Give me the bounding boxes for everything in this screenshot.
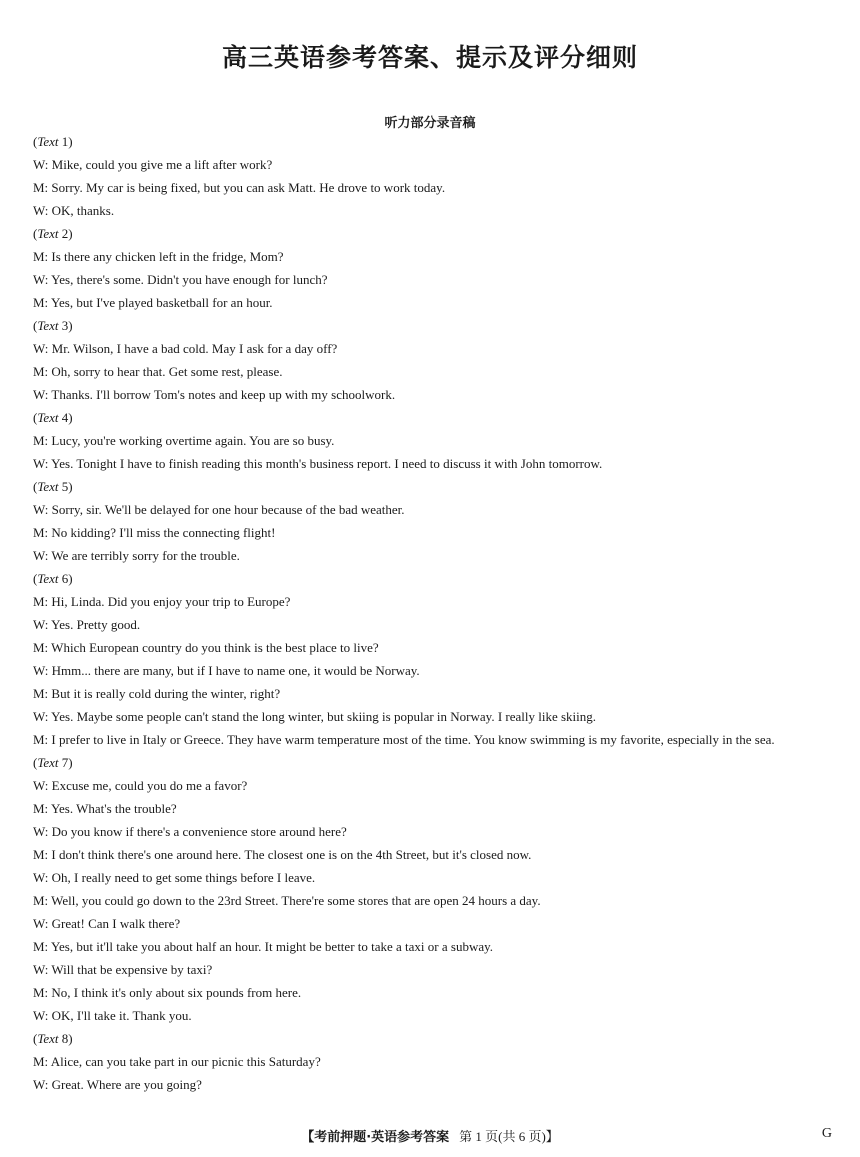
dialogue-line: W: Thanks. I'll borrow Tom's notes and keep up with my schoolwork.: [33, 387, 396, 402]
transcript: [33, 130, 833, 1096]
dialogue-line: M: Sorry. My car is being fixed, but you can ask Matt. He drove to work today.: [33, 180, 446, 195]
dialogue-line: W: Mr. Wilson, I have a bad cold. May I ask for a day off?: [33, 341, 338, 356]
text-label-open: (: [33, 571, 38, 586]
dialogue-line: M: No, I think it's only about six pounds from here.: [33, 985, 302, 1000]
page-number: 第 1 页(共 6 页)】: [459, 1129, 559, 1144]
text-label-number: 1): [58, 134, 73, 149]
dialogue-line: M: Hi, Linda. Did you enjoy your trip to Europe?: [33, 594, 291, 609]
dialogue-line: M: Which European country do you think is the best place to live?: [33, 640, 379, 655]
dialogue-line: M: I prefer to live in Italy or Greece. They have warm temperature most of the time. You know swimming is my favorite, especially in the sea.: [33, 732, 775, 747]
text-label: [33, 222, 833, 245]
text-label-word: Text: [37, 571, 59, 586]
text-label-number: 8): [58, 1031, 73, 1046]
text-label: [33, 1027, 833, 1050]
text-label: [33, 751, 833, 774]
dialogue-line: W: Do you know if there's a convenience store around here?: [33, 824, 347, 839]
dialogue-line: W: Excuse me, could you do me a favor?: [33, 778, 248, 793]
dialogue-line: W: Hmm... there are many, but if I have to name one, it would be Norway.: [33, 663, 420, 678]
dialogue-line: W: OK, thanks.: [33, 203, 115, 218]
dialogue-line: M: Well, you could go down to the 23rd Street. There're some stores that are open 24 hours a day.: [33, 893, 541, 908]
dialogue-line: M: Yes, but it'll take you about half an hour. It might be better to take a taxi or a subway.: [33, 939, 494, 954]
dialogue-line: M: I don't think there's one around here. The closest one is on the 4th Street, but it's closed now.: [33, 847, 532, 862]
text-label-open: (: [33, 1031, 38, 1046]
text-label-word: Text: [37, 134, 59, 149]
text-label-open: (: [33, 479, 38, 494]
text-label-open: (: [33, 226, 38, 241]
dialogue-line: M: Oh, sorry to hear that. Get some rest, please.: [33, 364, 283, 379]
dialogue-line: W: Yes. Maybe some people can't stand the long winter, but skiing is popular in Norway. I really like skiing.: [33, 709, 597, 724]
text-label-word: Text: [37, 755, 59, 770]
text-label-open: (: [33, 755, 38, 770]
text-label: [33, 130, 833, 153]
dialogue-line: W: OK, I'll take it. Thank you.: [33, 1008, 192, 1023]
text-label-number: 2): [58, 226, 73, 241]
dialogue-line: M: Yes, but I've played basketball for an hour.: [33, 295, 273, 310]
document-title: 高三英语参考答案、提示及评分细则: [221, 43, 638, 72]
text-label-word: Text: [37, 410, 59, 425]
dialogue-line: M: Yes. What's the trouble?: [33, 801, 177, 816]
dialogue-line: W: Yes. Tonight I have to finish reading this month's business report. I need to discuss it with John tomorrow.: [33, 456, 603, 471]
text-label-open: (: [33, 134, 38, 149]
dialogue-line: W: Great! Can I walk there?: [33, 916, 181, 931]
dialogue-line: W: Yes, there's some. Didn't you have enough for lunch?: [33, 272, 328, 287]
text-label-word: Text: [37, 226, 59, 241]
dialogue-line: M: No kidding? I'll miss the connecting flight!: [33, 525, 276, 540]
dialogue-line: M: Lucy, you're working overtime again. You are so busy.: [33, 433, 335, 448]
text-label-number: 3): [58, 318, 73, 333]
text-label: [33, 567, 833, 590]
text-label-number: 5): [58, 479, 73, 494]
dialogue-line: W: Mike, could you give me a lift after work?: [33, 157, 273, 172]
dialogue-line: M: Alice, can you take part in our picnic this Saturday?: [33, 1054, 321, 1069]
page-footer: [0, 1126, 860, 1145]
section-title: 听力部分录音稿: [384, 116, 476, 131]
text-label-word: Text: [37, 479, 59, 494]
version-mark: G: [821, 1126, 832, 1141]
dialogue-line: W: We are terribly sorry for the trouble.: [33, 548, 240, 563]
text-label-open: (: [33, 410, 38, 425]
footer-label: 【考前押题·英语参考答案: [301, 1130, 450, 1145]
text-label: [33, 475, 833, 498]
text-label-number: 4): [58, 410, 73, 425]
dialogue-line: W: Will that be expensive by taxi?: [33, 962, 213, 977]
text-label-open: (: [33, 318, 38, 333]
dialogue-line: M: But it is really cold during the winter, right?: [33, 686, 281, 701]
text-label: [33, 406, 833, 429]
dialogue-line: W: Great. Where are you going?: [33, 1077, 202, 1092]
text-label-number: 7): [58, 755, 73, 770]
text-label-number: 6): [58, 571, 73, 586]
dialogue-line: W: Oh, I really need to get some things before I leave.: [33, 870, 316, 885]
text-label: [33, 314, 833, 337]
text-label-word: Text: [37, 1031, 59, 1046]
dialogue-line: W: Sorry, sir. We'll be delayed for one hour because of the bad weather.: [33, 502, 405, 517]
dialogue-line: W: Yes. Pretty good.: [33, 617, 141, 632]
dialogue-line: M: Is there any chicken left in the fridge, Mom?: [33, 249, 284, 264]
text-label-word: Text: [37, 318, 59, 333]
